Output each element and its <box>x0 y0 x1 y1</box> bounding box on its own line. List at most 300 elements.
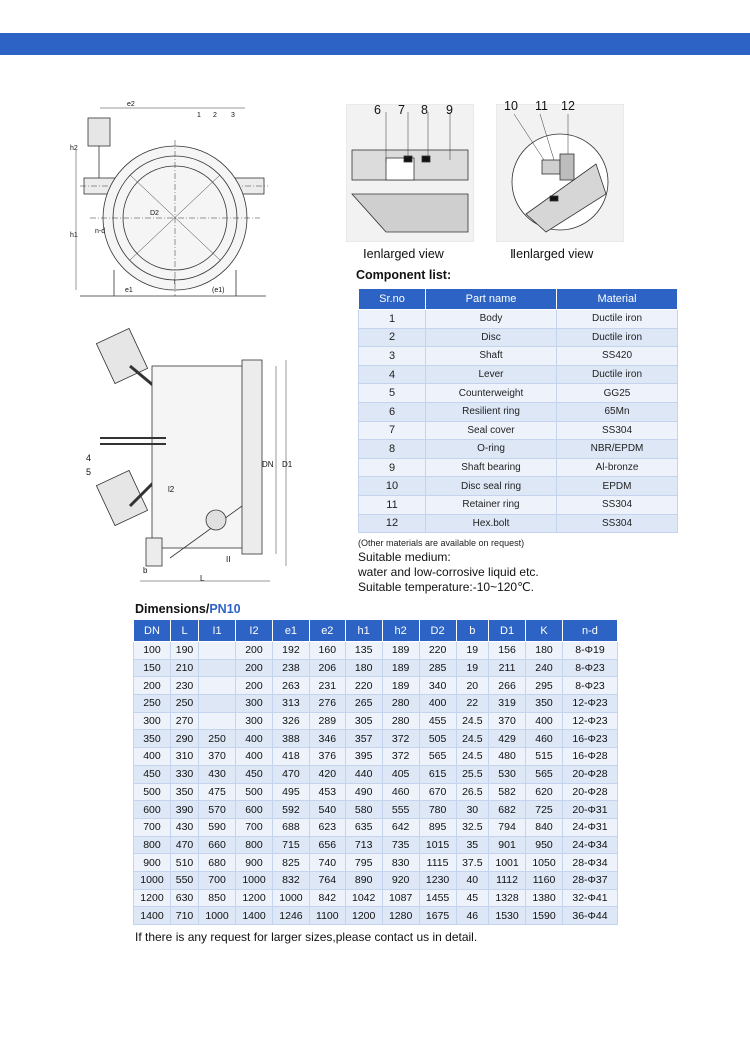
dimension-cell: 500 <box>236 783 273 801</box>
dimension-cell: 842 <box>309 889 345 907</box>
label-h1: h1 <box>70 232 78 239</box>
dimension-cell: 190 <box>170 642 198 660</box>
dimension-cell: 832 <box>272 871 309 889</box>
label-e1-paren: (e1) <box>212 287 225 294</box>
dimension-cell: 180 <box>345 659 382 677</box>
dimension-cell: 231 <box>309 677 345 695</box>
side-view-drawing <box>80 326 300 588</box>
dimension-cell: 32-Φ41 <box>562 889 617 907</box>
dimension-cell: 1042 <box>345 889 382 907</box>
dimension-cell: 1050 <box>526 854 563 872</box>
component-part-name: Disc seal ring <box>426 477 557 496</box>
dimension-cell: 305 <box>345 712 382 730</box>
dim-col-header: D1 <box>489 620 526 642</box>
dim-col-header: L <box>170 620 198 642</box>
dimension-row <box>134 889 618 907</box>
label-b: b <box>143 566 148 575</box>
dimension-row <box>134 871 618 889</box>
dimension-cell: 480 <box>489 748 526 766</box>
dimension-cell: 1328 <box>489 889 526 907</box>
dimension-cell: 400 <box>526 712 563 730</box>
dimension-cell: 240 <box>526 659 563 677</box>
component-part-name: Shaft <box>426 347 557 366</box>
dim-col-header: b <box>456 620 489 642</box>
dimension-cell: 340 <box>419 677 456 695</box>
dimension-cell: 500 <box>134 783 171 801</box>
dimension-cell: 400 <box>236 748 273 766</box>
dimension-cell: 30 <box>456 801 489 819</box>
component-part-name: Shaft bearing <box>426 458 557 477</box>
dimension-cell: 1001 <box>489 854 526 872</box>
dimension-cell: 840 <box>526 818 563 836</box>
dimension-cell: 276 <box>309 695 345 713</box>
dimension-cell: 12-Φ23 <box>562 712 617 730</box>
dimension-cell: 710 <box>170 907 198 925</box>
col-sr-no: Sr.no <box>359 289 426 310</box>
dimension-cell: 630 <box>170 889 198 907</box>
enlarged-view-2-drawing <box>496 104 624 242</box>
dimension-cell: 270 <box>170 712 198 730</box>
dimension-cell: 295 <box>526 677 563 695</box>
dimension-cell: 1160 <box>526 871 563 889</box>
label-e2: e2 <box>127 101 135 108</box>
dimension-cell: 1246 <box>272 907 309 925</box>
component-material: SS304 <box>557 514 678 533</box>
dimension-cell: 20-Φ31 <box>562 801 617 819</box>
dimension-cell: 764 <box>309 871 345 889</box>
dimension-cell: 220 <box>419 642 456 660</box>
dimension-cell: 230 <box>170 677 198 695</box>
dimension-cell: 16-Φ28 <box>562 748 617 766</box>
dimension-cell: 290 <box>170 730 198 748</box>
dimension-cell: 1380 <box>526 889 563 907</box>
dimension-cell: 895 <box>419 818 456 836</box>
label-5: 5 <box>86 467 92 477</box>
label-3: 3 <box>231 112 235 119</box>
dimension-cell: 357 <box>345 730 382 748</box>
dimension-cell: 453 <box>309 783 345 801</box>
dimension-cell: 210 <box>170 659 198 677</box>
dimension-cell: 725 <box>526 801 563 819</box>
dimension-cell: 156 <box>489 642 526 660</box>
dimension-cell: 189 <box>382 659 419 677</box>
dimension-cell: 1400 <box>134 907 171 925</box>
dimension-cell: 592 <box>272 801 309 819</box>
dimension-cell: 160 <box>309 642 345 660</box>
dimension-row <box>134 677 618 695</box>
dimension-cell: 901 <box>489 836 526 854</box>
component-sr-no: 12 <box>359 514 426 533</box>
dimension-cell: 19 <box>456 642 489 660</box>
dimension-cell: 16-Φ23 <box>562 730 617 748</box>
temperature-label: Suitable temperature:-10~120℃. <box>358 580 534 594</box>
component-row <box>359 384 678 403</box>
dimension-cell: 24.5 <box>456 730 489 748</box>
medium-value: water and low-corrosive liquid etc. <box>358 565 539 579</box>
label-L: L <box>200 574 205 583</box>
dimension-cell: 32.5 <box>456 818 489 836</box>
dimension-cell: 330 <box>170 765 198 783</box>
dimension-cell: 250 <box>199 730 236 748</box>
dimension-cell: 100 <box>134 642 171 660</box>
dimension-cell: 680 <box>199 854 236 872</box>
dimension-cell: 642 <box>382 818 419 836</box>
dimension-cell: 390 <box>170 801 198 819</box>
dimension-cell: 36-Φ44 <box>562 907 617 925</box>
dimension-cell: 395 <box>345 748 382 766</box>
enlarged-1-caption: Ⅰenlarged view <box>363 247 444 261</box>
dim-col-header: K <box>526 620 563 642</box>
dimension-cell: 510 <box>170 854 198 872</box>
dimension-cell: 470 <box>272 765 309 783</box>
dimension-cell: 795 <box>345 854 382 872</box>
col-material: Material <box>557 289 678 310</box>
dimension-cell: 475 <box>199 783 236 801</box>
dimension-cell: 238 <box>272 659 309 677</box>
component-sr-no: 9 <box>359 458 426 477</box>
dimension-cell: 289 <box>309 712 345 730</box>
label-D1: D1 <box>282 460 293 469</box>
dimension-cell: 26.5 <box>456 783 489 801</box>
dimension-cell: 1000 <box>272 889 309 907</box>
dimension-cell: 150 <box>134 659 171 677</box>
component-material: SS304 <box>557 495 678 514</box>
dimension-cell: 825 <box>272 854 309 872</box>
col-part-name: Part name <box>426 289 557 310</box>
dimension-cell: 1200 <box>134 889 171 907</box>
dimension-cell: 1230 <box>419 871 456 889</box>
dimension-row <box>134 854 618 872</box>
dimension-cell: 688 <box>272 818 309 836</box>
label-1: 1 <box>197 112 201 119</box>
dim-col-header: h2 <box>382 620 419 642</box>
dimension-cell: 1115 <box>419 854 456 872</box>
component-sr-no: 2 <box>359 328 426 347</box>
dimension-cell: 780 <box>419 801 456 819</box>
label-n-d: n-d <box>95 228 106 235</box>
dimension-cell: 285 <box>419 659 456 677</box>
dimension-cell: 1000 <box>199 907 236 925</box>
dimension-cell: 582 <box>489 783 526 801</box>
dimension-cell: 623 <box>309 818 345 836</box>
dimension-cell: 429 <box>489 730 526 748</box>
component-table <box>358 288 678 533</box>
dimension-cell: 300 <box>236 695 273 713</box>
dimension-cell: 430 <box>170 818 198 836</box>
dimension-cell: 326 <box>272 712 309 730</box>
front-view-drawing <box>70 100 270 300</box>
component-row <box>359 440 678 459</box>
dim-col-header: DN <box>134 620 171 642</box>
dimension-cell: 300 <box>134 712 171 730</box>
dim-col-header: I1 <box>199 620 236 642</box>
dim-col-header: e2 <box>309 620 345 642</box>
enlarged-1-number-9: 9 <box>446 103 453 117</box>
label-l2: l2 <box>168 485 175 494</box>
dimension-cell: 19 <box>456 659 489 677</box>
component-row <box>359 495 678 514</box>
dimension-cell: 900 <box>134 854 171 872</box>
dimension-cell: 40 <box>456 871 489 889</box>
dimension-cell: 250 <box>134 695 171 713</box>
dimension-cell: 800 <box>236 836 273 854</box>
dimension-cell: 890 <box>345 871 382 889</box>
dim-col-header: n-d <box>562 620 617 642</box>
component-material: GG25 <box>557 384 678 403</box>
dimension-cell: 24.5 <box>456 748 489 766</box>
dimension-cell: 565 <box>526 765 563 783</box>
dimension-cell: 460 <box>382 783 419 801</box>
dimension-cell: 565 <box>419 748 456 766</box>
dimension-cell: 28-Φ34 <box>562 854 617 872</box>
dim-col-header: e1 <box>272 620 309 642</box>
component-list-title: Component list: <box>356 268 452 282</box>
dimension-cell: 350 <box>134 730 171 748</box>
dimension-cell: 850 <box>199 889 236 907</box>
dimension-cell: 28-Φ37 <box>562 871 617 889</box>
dimension-cell: 200 <box>236 659 273 677</box>
component-material: SS304 <box>557 421 678 440</box>
dimension-cell: 310 <box>170 748 198 766</box>
dimension-cell: 8-Φ19 <box>562 642 617 660</box>
component-row <box>359 402 678 421</box>
component-part-name: Disc <box>426 328 557 347</box>
dimension-cell: 20 <box>456 677 489 695</box>
dimension-cell: 263 <box>272 677 309 695</box>
component-row <box>359 365 678 384</box>
dimension-row <box>134 907 618 925</box>
component-sr-no: 7 <box>359 421 426 440</box>
dimension-cell: 450 <box>134 765 171 783</box>
dimension-cell: 600 <box>236 801 273 819</box>
dimension-cell <box>199 712 236 730</box>
dimension-cell: 189 <box>382 677 419 695</box>
enlarged-2-number-12: 12 <box>561 99 575 113</box>
enlarged-1-number-8: 8 <box>421 103 428 117</box>
dimension-cell: 455 <box>419 712 456 730</box>
dimension-cell: 420 <box>309 765 345 783</box>
dimension-cell: 550 <box>170 871 198 889</box>
component-material: Ductile iron <box>557 328 678 347</box>
label-2: 2 <box>213 112 217 119</box>
component-part-name: Retainer ring <box>426 495 557 514</box>
component-part-name: O-ring <box>426 440 557 459</box>
dimension-cell: 8-Φ23 <box>562 659 617 677</box>
dimension-row <box>134 783 618 801</box>
component-part-name: Seal cover <box>426 421 557 440</box>
dimension-cell: 20-Φ28 <box>562 783 617 801</box>
dim-col-header: h1 <box>345 620 382 642</box>
footer-note: If there is any request for larger sizes,please contact us in detail. <box>135 930 478 944</box>
dimensions-table-header <box>134 620 618 642</box>
component-part-name: Body <box>426 310 557 329</box>
dimension-cell: 590 <box>199 818 236 836</box>
component-sr-no: 3 <box>359 347 426 366</box>
dimension-cell: 372 <box>382 730 419 748</box>
dimension-cell: 313 <box>272 695 309 713</box>
dimension-cell: 372 <box>382 748 419 766</box>
dimension-cell: 24-Φ31 <box>562 818 617 836</box>
dimension-cell: 740 <box>309 854 345 872</box>
dimension-cell: 189 <box>382 642 419 660</box>
dimension-cell: 400 <box>419 695 456 713</box>
dimensions-title <box>135 602 241 616</box>
dimension-cell: 495 <box>272 783 309 801</box>
dimension-cell <box>199 642 236 660</box>
dimension-cell: 388 <box>272 730 309 748</box>
dimension-cell: 1590 <box>526 907 563 925</box>
label-e1: e1 <box>125 287 133 294</box>
enlarged-1-number-7: 7 <box>398 103 405 117</box>
component-material: EPDM <box>557 477 678 496</box>
dimension-cell: 46 <box>456 907 489 925</box>
dimension-cell: 12-Φ23 <box>562 695 617 713</box>
dimension-cell: 450 <box>236 765 273 783</box>
medium-label: Suitable medium: <box>358 550 451 564</box>
dimension-cell: 900 <box>236 854 273 872</box>
dimension-cell: 660 <box>199 836 236 854</box>
component-sr-no: 11 <box>359 495 426 514</box>
enlarged-1-number-6: 6 <box>374 103 381 117</box>
dimension-cell: 830 <box>382 854 419 872</box>
dimension-row <box>134 818 618 836</box>
dimension-cell: 25.5 <box>456 765 489 783</box>
dimensions-table <box>133 619 618 925</box>
dimension-cell: 1280 <box>382 907 419 925</box>
dimension-cell: 266 <box>489 677 526 695</box>
dim-col-header: I2 <box>236 620 273 642</box>
dimension-cell: 200 <box>236 677 273 695</box>
component-row <box>359 421 678 440</box>
dimension-cell: 400 <box>134 748 171 766</box>
dimension-cell: 1087 <box>382 889 419 907</box>
dimension-cell: 418 <box>272 748 309 766</box>
component-material: Ductile iron <box>557 310 678 329</box>
dimension-cell: 250 <box>170 695 198 713</box>
dimension-cell: 794 <box>489 818 526 836</box>
component-sr-no: 8 <box>359 440 426 459</box>
dimension-cell: 45 <box>456 889 489 907</box>
enlarged-2-caption: Ⅱenlarged view <box>510 247 594 261</box>
dimension-cell: 211 <box>489 659 526 677</box>
dimension-cell: 700 <box>199 871 236 889</box>
component-table-header <box>359 289 678 310</box>
dimension-cell: 376 <box>309 748 345 766</box>
dimension-cell: 1455 <box>419 889 456 907</box>
dim-col-header: D2 <box>419 620 456 642</box>
component-part-name: Counterweight <box>426 384 557 403</box>
dimension-cell: 1000 <box>236 871 273 889</box>
dimension-cell: 200 <box>236 642 273 660</box>
dimension-cell: 635 <box>345 818 382 836</box>
dimension-cell: 24-Φ34 <box>562 836 617 854</box>
dimension-cell: 319 <box>489 695 526 713</box>
dimension-row <box>134 642 618 660</box>
header-bar <box>0 33 750 55</box>
dimension-cell: 700 <box>236 818 273 836</box>
dimension-cell: 515 <box>526 748 563 766</box>
dimension-cell: 715 <box>272 836 309 854</box>
dimension-cell: 505 <box>419 730 456 748</box>
enlarged-2-number-10: 10 <box>504 99 518 113</box>
dimension-cell: 1530 <box>489 907 526 925</box>
label-h2: h2 <box>70 145 78 152</box>
dimension-cell: 192 <box>272 642 309 660</box>
component-sr-no: 6 <box>359 402 426 421</box>
component-part-name: Hex.bolt <box>426 514 557 533</box>
dimension-cell: 620 <box>526 783 563 801</box>
label-II: II <box>226 555 231 564</box>
component-sr-no: 4 <box>359 365 426 384</box>
dimension-cell: 135 <box>345 642 382 660</box>
dimension-cell: 37.5 <box>456 854 489 872</box>
dimension-cell: 430 <box>199 765 236 783</box>
dimension-cell: 1200 <box>345 907 382 925</box>
dimension-cell: 400 <box>236 730 273 748</box>
dimension-cell: 600 <box>134 801 171 819</box>
dimension-cell: 682 <box>489 801 526 819</box>
label-DN: DN <box>262 460 274 469</box>
component-sr-no: 5 <box>359 384 426 403</box>
dimension-cell: 350 <box>526 695 563 713</box>
dimension-cell: 1000 <box>134 871 171 889</box>
dimension-cell: 280 <box>382 695 419 713</box>
component-material: SS420 <box>557 347 678 366</box>
dimension-cell: 470 <box>170 836 198 854</box>
dimension-cell: 656 <box>309 836 345 854</box>
dimension-cell: 200 <box>134 677 171 695</box>
dimension-cell: 460 <box>526 730 563 748</box>
dimension-cell: 180 <box>526 642 563 660</box>
dimension-row <box>134 748 618 766</box>
component-row <box>359 328 678 347</box>
dimension-cell: 490 <box>345 783 382 801</box>
label-4: 4 <box>86 453 92 463</box>
component-sr-no: 10 <box>359 477 426 496</box>
dimension-cell: 570 <box>199 801 236 819</box>
dimension-cell <box>199 695 236 713</box>
dimension-cell: 670 <box>419 783 456 801</box>
dimension-cell: 580 <box>345 801 382 819</box>
dimension-cell <box>199 677 236 695</box>
dimension-cell: 20-Φ28 <box>562 765 617 783</box>
dimension-cell: 1112 <box>489 871 526 889</box>
component-material: 65Mn <box>557 402 678 421</box>
dimension-cell: 1400 <box>236 907 273 925</box>
dimension-cell: 370 <box>199 748 236 766</box>
dimension-cell <box>199 659 236 677</box>
dimension-cell: 35 <box>456 836 489 854</box>
component-row <box>359 347 678 366</box>
dimension-cell: 370 <box>489 712 526 730</box>
dimension-cell: 1200 <box>236 889 273 907</box>
dimension-cell: 555 <box>382 801 419 819</box>
dimension-cell: 265 <box>345 695 382 713</box>
component-material: Ductile iron <box>557 365 678 384</box>
dimension-cell: 8-Φ23 <box>562 677 617 695</box>
enlarged-2-number-11: 11 <box>535 99 548 113</box>
component-material: Al-bronze <box>557 458 678 477</box>
dimension-cell: 280 <box>382 712 419 730</box>
dimension-row <box>134 836 618 854</box>
dimension-row <box>134 695 618 713</box>
materials-note: (Other materials are available on request) <box>358 538 525 548</box>
dimensions-title-text: Dimensions/ <box>135 602 210 616</box>
dimension-row <box>134 730 618 748</box>
component-material: NBR/EPDM <box>557 440 678 459</box>
dimension-cell: 22 <box>456 695 489 713</box>
dimension-cell: 1015 <box>419 836 456 854</box>
